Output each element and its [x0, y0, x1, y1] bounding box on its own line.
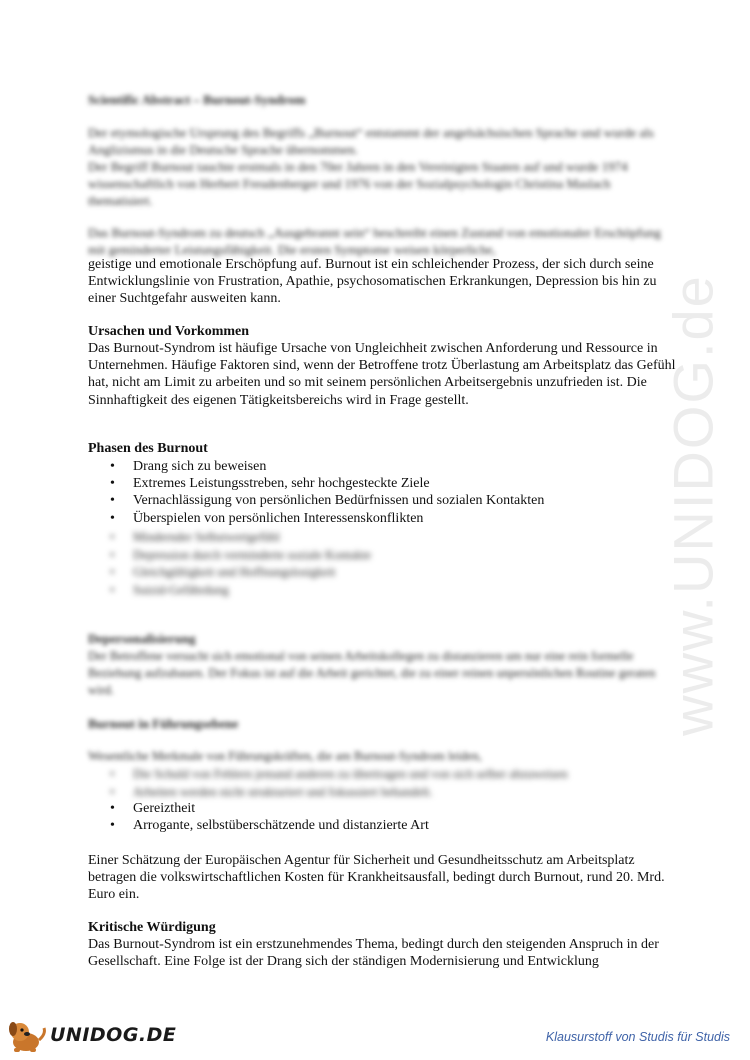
causes-text: Das Burnout-Syndrom ist häufige Ursache von Ungleichheit zwischen Anforderung und Ressource in Unternehmen. Häufige Faktoren sind, wenn der Betroffene trotz Überlastung am Arbeitsplatz das Gefühl hat, nicht am Limit zu arbeiten und so mit seinem persönlichen Arbeitsergebnis unzufrieden ist. Die Sinnhaftigkeit des eigenen Tätigkeitsbereichs wird in Frage gestellt. — [88, 341, 676, 408]
definition-blurred: Das Burnout-Syndrom zu deutsch „Ausgebrannt sein“ beschreibt einen Zustand von emotionaler Erschöpfung mit geminderter Leistungsfähigkeit. Die ersten Symptome weisen körperliche, — [88, 225, 661, 257]
list-item: • Gereiztheit — [88, 800, 678, 817]
phases-heading: Phasen des Burnout — [88, 441, 208, 456]
definition-text: geistige und emotionale Erschöpfung auf. Burnout ist ein schleichender Prozess, der sich durch seine Entwicklungslinie von Frustration, Apathie, psychosomatischen Erkrankungen, Depression bis hin zu einer Suchtgefahr ausweiten kann. — [88, 257, 657, 307]
estimate-paragraph: Einer Schätzung der Europäischen Agentur für Sicherheit und Gesundheitsschutz am Arbeitsplatz betragen die volkswirtschaftlichen Kosten für Krankheitsausfall, bedingt durch Burnout, rund 20. Mrd. Euro ein. — [88, 853, 665, 903]
causes-heading: Ursachen und Vorkommen — [88, 324, 250, 339]
leaders-list-blurred — [88, 765, 678, 801]
leaders-intro: Wesentliche Merkmale von Führungskräften, die am Burnout-Syndrom leiden, — [88, 749, 482, 763]
document-title: Scientific Abstract – Burnout-Syndrom — [88, 92, 306, 107]
dog-mascot-icon — [6, 1018, 50, 1054]
unidog-logo[interactable] — [6, 1018, 177, 1054]
list-item: • Vernachlässigung von persönlichen Bedürfnissen und sozialen Kontakten — [88, 492, 678, 509]
footer-tagline: Klausurstoff von Studis für Studis — [545, 1030, 730, 1044]
intro-paragraph-2: Der Begriff Burnout tauchte erstmals in den 70er Jahren in den Vereinigten Staaten auf und wurde 1974 wissenschaftlich von Herbert Freudenberger und 1976 von der Sozialpsychologin Christina Maslach thematisiert. — [88, 159, 628, 208]
critical-text: Das Burnout-Syndrom ist ein erstzunehmendes Thema, bedingt durch den steigenden Anspruch in der Gesellschaft. Eine Folge ist der Drang sich der ständigen Modernisierung und Entwicklung — [88, 937, 659, 970]
list-item: • Suizid-Gefährdung — [88, 582, 678, 600]
list-item: • Überspielen von persönlichen Interessenskonflikten — [88, 510, 678, 527]
list-item: • Arbeiten werden nicht strukturiert und fokussiert behandelt. — [88, 783, 678, 801]
depersonalization-text: Der Betroffene versucht sich emotional von seinen Arbeitskollegen zu distanzieren um nur eine rein formelle Beziehung aufzubauen. Der Fokus ist auf die Arbeit gerichtet, die zu einer reinen unpersönlichen Routine geraten wird. — [88, 649, 656, 697]
list-item: • Arrogante, selbstüberschätzende und distanzierte Art — [88, 817, 678, 834]
list-item: • Gleichgültigkeit und Hoffnungslosigkeit — [88, 564, 678, 582]
list-item: • Extremes Leistungsstreben, sehr hochgesteckte Ziele — [88, 475, 678, 492]
list-item: • Drang sich zu beweisen — [88, 458, 678, 475]
list-item: • Die Schuld von Fehlern jemand anderen zu übertragen und von sich selber abzuweisen — [88, 765, 678, 783]
depersonalization-heading: Depersonalisierung — [88, 631, 196, 646]
list-item: • Mindernder Selbstwertgefühl — [88, 529, 678, 547]
critical-heading: Kritische Würdigung — [88, 920, 216, 935]
watermark-text: www.UNIDOG.de — [661, 274, 725, 736]
list-item: • Depression durch verminderte soziale Kontakte — [88, 547, 678, 565]
intro-section — [88, 124, 678, 209]
intro-paragraph-1: Der etymologische Ursprung des Begriffs „Burnout“ entstammt der angelsächsischen Sprache und wurde als Anglizismus in die Deutsche Sprache übernommen. — [88, 125, 654, 157]
phases-list-blurred — [88, 529, 678, 600]
leaders-list — [88, 800, 678, 834]
phases-list — [88, 458, 678, 527]
leaders-heading: Burnout in Führungsebene — [88, 716, 239, 731]
logo-text: UNIDOG.DE — [50, 1024, 177, 1046]
